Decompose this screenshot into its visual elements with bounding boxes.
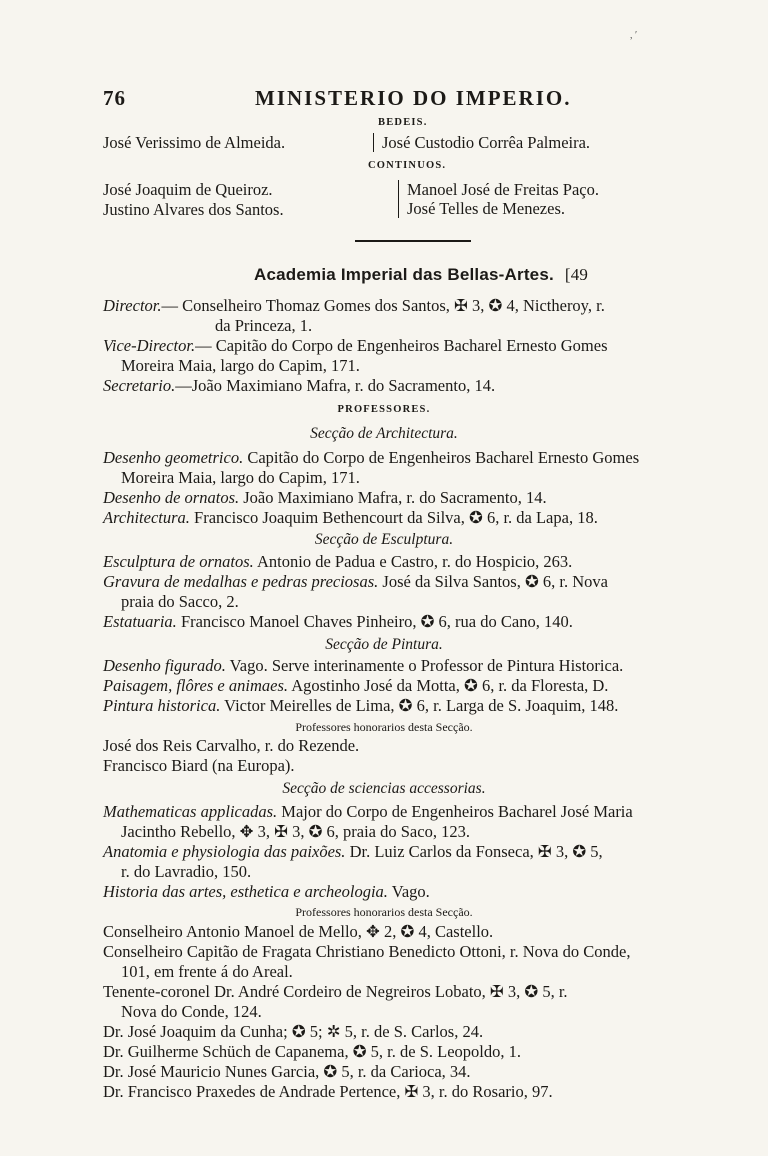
bedel-right: José Custodio Corrêa Palmeira. xyxy=(373,133,590,152)
sec-pintura-title: Secção de Pintura. xyxy=(325,636,443,653)
entry-pintura-historica: Pintura historica. Victor Meirelles de Lima, ✪ 6, r. Larga de S. Joaquim, 148. xyxy=(103,696,619,715)
entry-desenho-ornatos: Desenho de ornatos. João Maximiano Mafra, r. do Sacramento, 14. xyxy=(103,488,547,507)
sec-sciencias-title: Secção de sciencias accessorias. xyxy=(282,780,486,797)
continuo-left-1: José Joaquim de Queiroz. xyxy=(103,180,273,199)
academy-title: Academia Imperial das Bellas-Artes. [49 xyxy=(254,265,589,284)
running-title: MINISTERIO DO IMPERIO. xyxy=(255,86,572,110)
pintura-honorario-2: Francisco Biard (na Europa). xyxy=(103,756,295,775)
continuos-label: CONTINUOS. xyxy=(368,160,447,171)
sciencias-honorario-3: Tenente-coronel Dr. André Cordeiro de Negreiros Lobato, ✠ 3, ✪ 5, r. Nova do Conde, 124. xyxy=(103,982,568,1021)
director-entry: Director.— Conselheiro Thomaz Gomes dos Santos, ✠ 3, ✪ 4, Nictheroy, r. da Princeza, 1. xyxy=(103,296,605,335)
secretario-entry: Secretario.—João Maximiano Mafra, r. do Sacramento, 14. xyxy=(103,376,496,395)
pintura-honorarios-label: Professores honorarios desta Secção. xyxy=(295,720,473,734)
professores-label: PROFESSORES. xyxy=(337,404,431,415)
entry-gravura: Gravura de medalhas e pedras preciosas. José da Silva Santos, ✪ 6, r. Nova praia do Sacco, 2. xyxy=(103,572,608,611)
continuo-right: Manoel José de Freitas Paço. José Telles de Menezes. xyxy=(398,180,599,218)
entry-desenho-figurado: Desenho figurado. Vago. Serve interinamente o Professor de Pintura Historica. xyxy=(103,656,624,675)
sciencias-honorario-2: Conselheiro Capitão de Fragata Christiano Benedicto Ottoni, r. Nova do Conde, 101, em frente á do Areal. xyxy=(103,942,631,981)
pintura-honorario-1: José dos Reis Carvalho, r. do Rezende. xyxy=(103,736,360,755)
entry-estatuaria: Estatuaria. Francisco Manoel Chaves Pinheiro, ✪ 6, rua do Cano, 140. xyxy=(103,612,573,631)
vice-director-entry: Vice-Director.— Capitão do Corpo de Engenheiros Bacharel Ernesto Gomes Moreira Maia, largo do Capim, 171. xyxy=(103,336,608,375)
sciencias-honorario-7: Dr. Francisco Praxedes de Andrade Pertence, ✠ 3, r. do Rosario, 97. xyxy=(103,1082,553,1101)
page-number: 76 xyxy=(103,86,126,110)
entry-mathematicas: Mathematicas applicadas. Major do Corpo de Engenheiros Bacharel José Maria Jacintho Rebello, ✥ 3, ✠ 3, ✪ 6, praia do Saco, 123. xyxy=(103,802,633,841)
entry-esculptura-ornatos: Esculptura de ornatos. Antonio de Padua e Castro, r. do Hospicio, 263. xyxy=(103,552,573,571)
margin-mark: , ′ xyxy=(630,30,638,41)
sciencias-honorario-1: Conselheiro Antonio Manoel de Mello, ✥ 2, ✪ 4, Castello. xyxy=(103,922,494,941)
bedeis-label: BEDEIS. xyxy=(378,117,428,128)
sciencias-honorario-6: Dr. José Mauricio Nunes Garcia, ✪ 5, r. da Carioca, 34. xyxy=(103,1062,471,1081)
sciencias-honorarios-label: Professores honorarios desta Secção. xyxy=(295,905,473,919)
bedel-left: José Verissimo de Almeida. xyxy=(103,133,286,152)
entry-historia-artes: Historia das artes, esthetica e archeologia. Vago. xyxy=(103,882,430,901)
entry-architectura: Architectura. Francisco Joaquim Bethencourt da Silva, ✪ 6, r. da Lapa, 18. xyxy=(103,508,598,527)
sec-esculptura-title: Secção de Esculptura. xyxy=(314,531,454,548)
sciencias-honorario-5: Dr. Guilherme Schüch de Capanema, ✪ 5, r. de S. Leopoldo, 1. xyxy=(103,1042,521,1061)
entry-anatomia: Anatomia e physiologia das paixões. Dr. Luiz Carlos da Fonseca, ✠ 3, ✪ 5, r. do Lavradio, 150. xyxy=(103,842,603,881)
entry-paisagem: Paisagem, flôres e animaes. Agostinho José da Motta, ✪ 6, r. da Floresta, D. xyxy=(103,676,609,695)
sciencias-honorario-4: Dr. José Joaquim da Cunha; ✪ 5; ✲ 5, r. de S. Carlos, 24. xyxy=(103,1022,484,1041)
section-divider xyxy=(355,240,471,242)
entry-desenho-geometrico: Desenho geometrico. Capitão do Corpo de Engenheiros Bacharel Ernesto Gomes Moreira Maia, largo do Capim, 171. xyxy=(103,448,640,487)
continuo-left-2: Justino Alvares dos Santos. xyxy=(103,200,284,219)
sec-architectura-title: Secção de Architectura. xyxy=(310,425,458,442)
